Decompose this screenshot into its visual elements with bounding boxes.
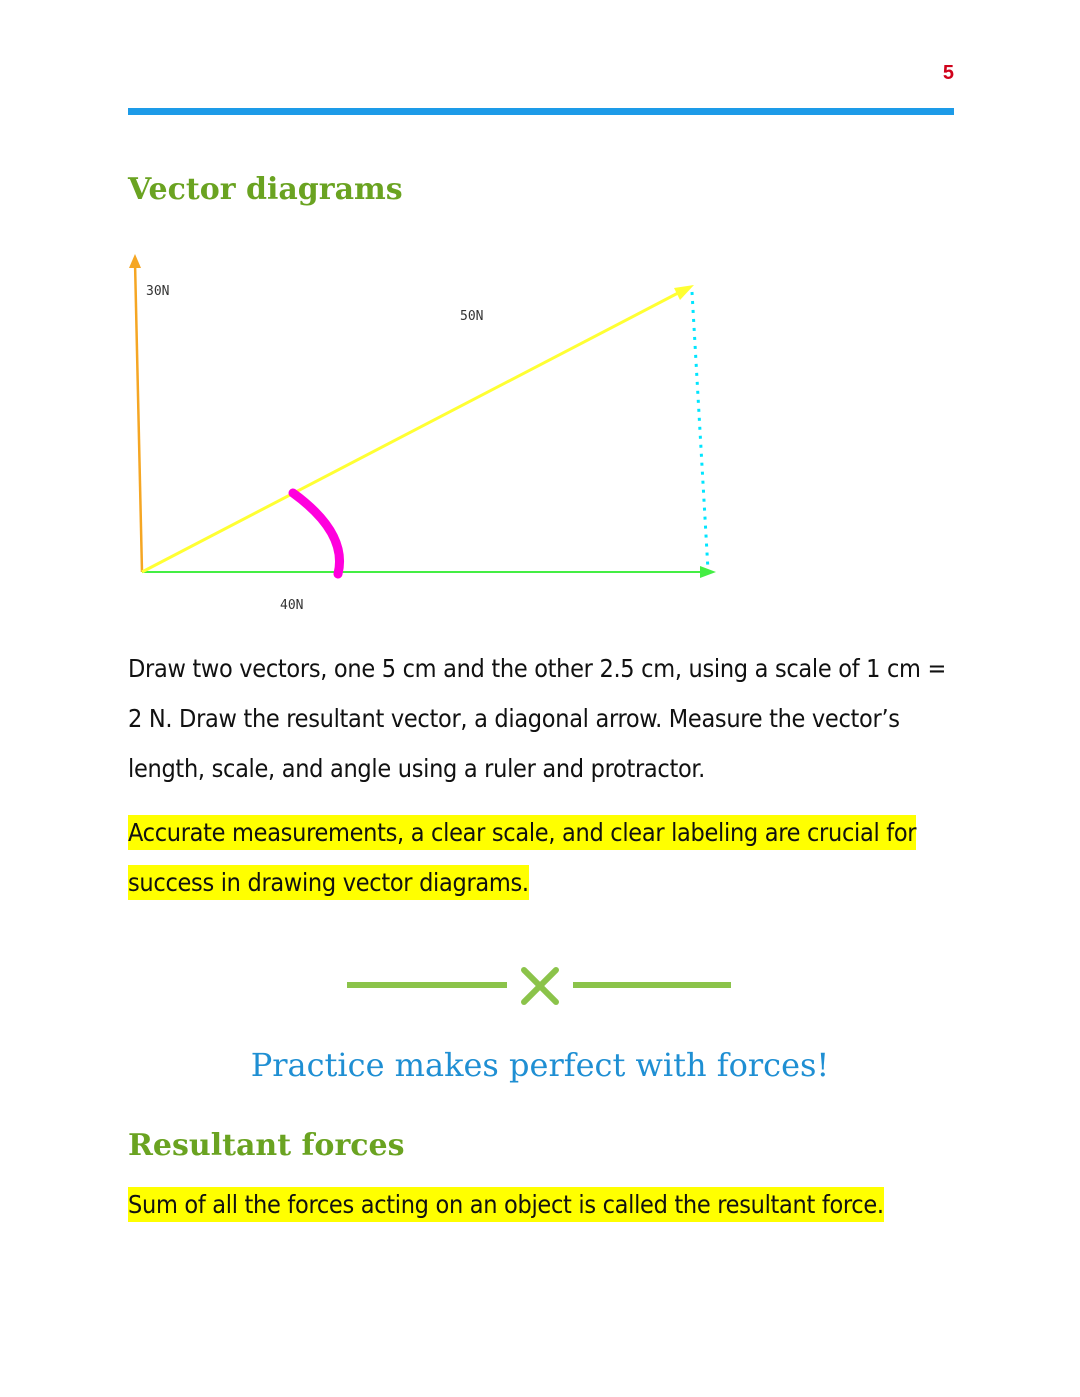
vertical-vector — [135, 262, 142, 572]
highlight-paragraph-definition — [128, 1180, 958, 1230]
page-number: 5 — [942, 62, 954, 84]
highlight-paragraph-accuracy — [128, 808, 958, 908]
vector-diagram — [120, 248, 740, 620]
highlight-text: Sum of all the forces acting on an object is called the resultant force. — [128, 1187, 884, 1222]
horizontal-arrowhead — [700, 566, 716, 578]
section-heading-vector-diagrams: Vector diagrams — [128, 172, 403, 207]
paragraph-instructions: Draw two vectors, one 5 cm and the other 2.5 cm, using a scale of 1 cm = 2 N. Draw the resultant vector, a diagonal arrow. Measure the vector’s length, scale, and angle using a ruler and protractor. — [128, 654, 947, 783]
resultant-vector — [142, 292, 680, 572]
section-divider — [345, 962, 735, 1012]
angle-arc — [293, 493, 340, 574]
label-40n: 40N — [280, 598, 304, 613]
label-50n: 50N — [460, 309, 484, 324]
dotted-vertical-line — [692, 292, 708, 570]
label-30n: 30N — [146, 284, 170, 299]
highlight-text: Accurate measurements, a clear scale, and clear labeling are crucial for success in drawing vector diagrams. — [128, 815, 916, 900]
close-icon — [524, 970, 556, 1002]
header-rule — [128, 108, 954, 115]
vertical-arrowhead — [129, 254, 141, 268]
quote-text: Practice makes perfect with forces! — [250, 1046, 830, 1084]
section-heading-resultant-forces: Resultant forces — [128, 1128, 405, 1163]
